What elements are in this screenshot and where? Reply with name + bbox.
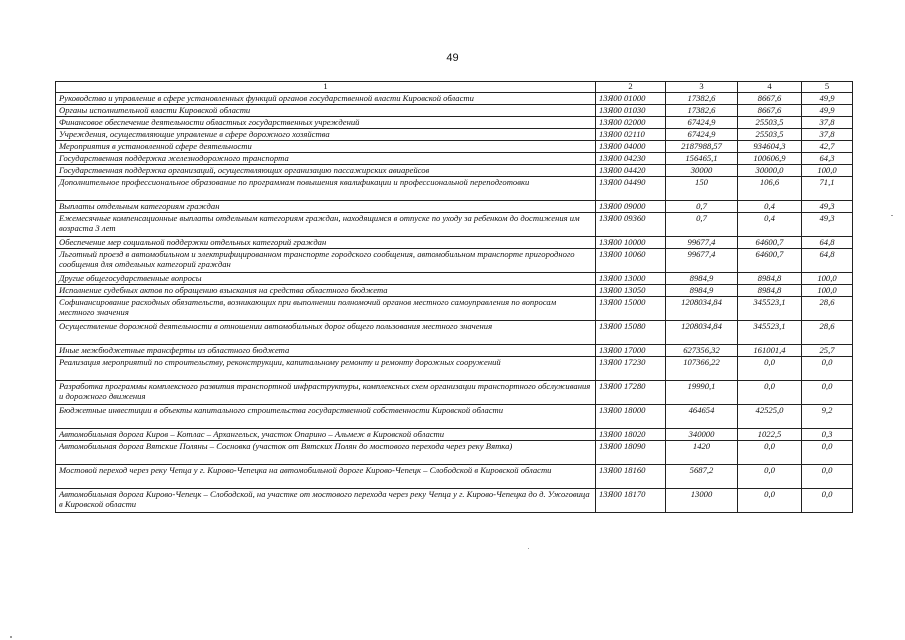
row-plan-cell: 67424,9: [666, 129, 738, 141]
row-actual-cell: 64600,7: [738, 249, 802, 273]
row-code-cell: 13Я00 18160: [596, 465, 666, 489]
row-plan-cell: 30000: [666, 165, 738, 177]
table-row: [56, 429, 853, 441]
row-percent-cell: 28,6: [802, 297, 853, 321]
table-row: [56, 141, 853, 153]
table-row: [56, 165, 853, 177]
row-name-cell: Автомобильная дорога Киров – Котлас – Архангельск, участок Опарино – Альмеж в Кировской области: [56, 429, 596, 441]
row-plan-cell: 0,7: [666, 213, 738, 237]
header-col-2: 2: [596, 82, 666, 93]
row-actual-cell: 64600,7: [738, 237, 802, 249]
row-plan-cell: 107366,22: [666, 357, 738, 381]
row-name-cell: Мостовой переход через реку Чепца у г. Кирово-Чепецка на автомобильной дороге Кирово-Чепецк – Слободской в Кировской области: [56, 465, 596, 489]
row-actual-cell: 8984,8: [738, 273, 802, 285]
table-row: [56, 93, 853, 105]
row-name-cell: Льготный проезд в автомобильном и электрифицированном транспорте городского сообщения, автомобильном транспорте пригородного сообщения для отдельных категорий граждан: [56, 249, 596, 273]
row-percent-cell: 64,3: [802, 153, 853, 165]
row-code-cell: 13Я00 18000: [596, 405, 666, 429]
row-actual-cell: 8984,8: [738, 285, 802, 297]
row-code-cell: 13Я00 02110: [596, 129, 666, 141]
table-row: [56, 153, 853, 165]
row-plan-cell: 67424,9: [666, 117, 738, 129]
row-actual-cell: 161001,4: [738, 345, 802, 357]
row-plan-cell: 0,7: [666, 201, 738, 213]
table-row: [56, 321, 853, 345]
row-plan-cell: 156465,1: [666, 153, 738, 165]
row-percent-cell: 100,0: [802, 285, 853, 297]
row-plan-cell: 464654: [666, 405, 738, 429]
row-actual-cell: 1022,5: [738, 429, 802, 441]
table-row: [56, 273, 853, 285]
row-percent-cell: 0,0: [802, 465, 853, 489]
table-row: [56, 297, 853, 321]
row-name-cell: Ежемесячные компенсационные выплаты отдельным категориям граждан, находящимся в отпуске по уходу за ребенком до достижения им возраста 3 лет: [56, 213, 596, 237]
table-row: [56, 213, 853, 237]
row-code-cell: 13Я00 17280: [596, 381, 666, 405]
row-plan-cell: 8984,9: [666, 273, 738, 285]
row-percent-cell: 100,0: [802, 165, 853, 177]
row-code-cell: 13Я00 15000: [596, 297, 666, 321]
row-code-cell: 13Я00 17000: [596, 345, 666, 357]
row-code-cell: 13Я00 01030: [596, 105, 666, 117]
row-name-cell: Государственная поддержка организаций, осуществляющих организацию пассажирских авиарейсов: [56, 165, 596, 177]
row-percent-cell: 49,9: [802, 93, 853, 105]
table-body: [56, 93, 853, 513]
scan-mark: [528, 548, 529, 549]
table-row: [56, 285, 853, 297]
row-code-cell: 13Я00 04000: [596, 141, 666, 153]
budget-execution-table: [55, 81, 853, 513]
header-row: [56, 82, 853, 93]
row-code-cell: 13Я00 13050: [596, 285, 666, 297]
row-code-cell: 13Я00 10000: [596, 237, 666, 249]
row-name-cell: Иные межбюджетные трансферты из областного бюджета: [56, 345, 596, 357]
row-actual-cell: 30000,0: [738, 165, 802, 177]
header-col-4: 4: [738, 82, 802, 93]
row-actual-cell: 25503,5: [738, 117, 802, 129]
row-code-cell: 13Я00 04230: [596, 153, 666, 165]
row-name-cell: Автомобильная дорога Кирово-Чепецк – Слободской, на участке от мостового перехода через реку Чепца у г. Кирово-Чепецка до д. Ужоговица в Кировской области: [56, 489, 596, 513]
row-plan-cell: 5687,2: [666, 465, 738, 489]
row-plan-cell: 627356,32: [666, 345, 738, 357]
row-percent-cell: 49,3: [802, 213, 853, 237]
row-actual-cell: 8667,6: [738, 93, 802, 105]
row-plan-cell: 150: [666, 177, 738, 201]
row-plan-cell: 19990,1: [666, 381, 738, 405]
scan-mark: [891, 215, 893, 216]
table-row: [56, 201, 853, 213]
row-percent-cell: 0,0: [802, 441, 853, 465]
row-code-cell: 13Я00 01000: [596, 93, 666, 105]
row-name-cell: Выплаты отдельным категориям граждан: [56, 201, 596, 213]
page-number: 49: [446, 52, 459, 64]
row-name-cell: Исполнение судебных актов по обращению взыскания на средства областного бюджета: [56, 285, 596, 297]
row-name-cell: Другие общегосударственные вопросы: [56, 273, 596, 285]
row-percent-cell: 0,0: [802, 357, 853, 381]
row-plan-cell: 17382,6: [666, 93, 738, 105]
row-percent-cell: 28,6: [802, 321, 853, 345]
row-name-cell: Автомобильная дорога Вятские Поляны – Сосновка (участок от Вятских Полян до мостового перехода через реку Вятка): [56, 441, 596, 465]
row-plan-cell: 99677,4: [666, 237, 738, 249]
table-row: [56, 129, 853, 141]
row-code-cell: 13Я00 10060: [596, 249, 666, 273]
header-col-5: 5: [802, 82, 853, 93]
row-name-cell: Государственная поддержка железнодорожного транспорта: [56, 153, 596, 165]
row-plan-cell: 1208034,84: [666, 297, 738, 321]
row-code-cell: 13Я00 18090: [596, 441, 666, 465]
table-row: [56, 357, 853, 381]
row-percent-cell: 0,0: [802, 381, 853, 405]
row-percent-cell: 64,8: [802, 249, 853, 273]
row-actual-cell: 100606,9: [738, 153, 802, 165]
row-percent-cell: 37,8: [802, 117, 853, 129]
header-col-3: 3: [666, 82, 738, 93]
row-code-cell: 13Я00 15080: [596, 321, 666, 345]
row-code-cell: 13Я00 09000: [596, 201, 666, 213]
row-actual-cell: 0,0: [738, 489, 802, 513]
row-actual-cell: 0,0: [738, 381, 802, 405]
header-col-1: 1: [56, 82, 596, 93]
row-name-cell: Руководство и управление в сфере установленных функций органов государственной власти Кировской области: [56, 93, 596, 105]
row-actual-cell: 0,0: [738, 357, 802, 381]
row-actual-cell: 0,4: [738, 213, 802, 237]
row-percent-cell: 25,7: [802, 345, 853, 357]
row-code-cell: 13Я00 02000: [596, 117, 666, 129]
row-plan-cell: 340000: [666, 429, 738, 441]
row-plan-cell: 99677,4: [666, 249, 738, 273]
row-actual-cell: 0,0: [738, 465, 802, 489]
table-row: [56, 345, 853, 357]
row-code-cell: 13Я00 17230: [596, 357, 666, 381]
row-name-cell: Обеспечение мер социальной поддержки отдельных категорий граждан: [56, 237, 596, 249]
row-actual-cell: 25503,5: [738, 129, 802, 141]
row-code-cell: 13Я00 09360: [596, 213, 666, 237]
row-code-cell: 13Я00 18170: [596, 489, 666, 513]
row-code-cell: 13Я00 04490: [596, 177, 666, 201]
row-actual-cell: 106,6: [738, 177, 802, 201]
row-percent-cell: 37,8: [802, 129, 853, 141]
row-percent-cell: 71,1: [802, 177, 853, 201]
row-plan-cell: 1208034,84: [666, 321, 738, 345]
row-percent-cell: 100,0: [802, 273, 853, 285]
row-name-cell: Разработка программы комплексного развития транспортной инфраструктуры, комплексных схем организации транспортного обслуживания и дорожного движения: [56, 381, 596, 405]
table-row: [56, 237, 853, 249]
row-percent-cell: 0,0: [802, 489, 853, 513]
row-name-cell: Бюджетные инвестиции в объекты капитального строительства государственной собственности Кировской области: [56, 405, 596, 429]
table-row: [56, 105, 853, 117]
row-percent-cell: 49,3: [802, 201, 853, 213]
row-plan-cell: 17382,6: [666, 105, 738, 117]
table-row: [56, 441, 853, 465]
row-percent-cell: 0,3: [802, 429, 853, 441]
row-plan-cell: 13000: [666, 489, 738, 513]
row-actual-cell: 8667,6: [738, 105, 802, 117]
table-row: [56, 177, 853, 201]
row-actual-cell: 0,0: [738, 441, 802, 465]
row-percent-cell: 49,9: [802, 105, 853, 117]
row-name-cell: Органы исполнительной власти Кировской области: [56, 105, 596, 117]
row-name-cell: Мероприятия в установленной сфере деятельности: [56, 141, 596, 153]
table-row: [56, 381, 853, 405]
row-code-cell: 13Я00 04420: [596, 165, 666, 177]
row-percent-cell: 9,2: [802, 405, 853, 429]
row-percent-cell: 64,8: [802, 237, 853, 249]
row-name-cell: Дополнительное профессиональное образование по программам повышения квалификации и профессиональной переподготовки: [56, 177, 596, 201]
table-row: [56, 489, 853, 513]
row-name-cell: Реализация мероприятий по строительству, реконструкции, капитальному ремонту и ремонту дорожных сооружений: [56, 357, 596, 381]
row-actual-cell: 934604,3: [738, 141, 802, 153]
row-actual-cell: 345523,1: [738, 321, 802, 345]
row-actual-cell: 42525,0: [738, 405, 802, 429]
table-row: [56, 405, 853, 429]
row-percent-cell: 42,7: [802, 141, 853, 153]
table-row: [56, 117, 853, 129]
row-actual-cell: 345523,1: [738, 297, 802, 321]
row-plan-cell: 8984,9: [666, 285, 738, 297]
scan-mark: [10, 636, 12, 638]
row-name-cell: Осуществление дорожной деятельности в отношении автомобильных дорог общего пользования местного значения: [56, 321, 596, 345]
row-code-cell: 13Я00 13000: [596, 273, 666, 285]
row-plan-cell: 2187988,57: [666, 141, 738, 153]
row-name-cell: Софинансирование расходных обязательств, возникающих при выполнении полномочий органов местного самоуправления по вопросам местного значения: [56, 297, 596, 321]
row-name-cell: Учреждения, осуществляющие управление в сфере дорожного хозяйства: [56, 129, 596, 141]
row-actual-cell: 0,4: [738, 201, 802, 213]
row-plan-cell: 1420: [666, 441, 738, 465]
table-row: [56, 465, 853, 489]
row-code-cell: 13Я00 18020: [596, 429, 666, 441]
row-name-cell: Финансовое обеспечение деятельности областных государственных учреждений: [56, 117, 596, 129]
table-row: [56, 249, 853, 273]
